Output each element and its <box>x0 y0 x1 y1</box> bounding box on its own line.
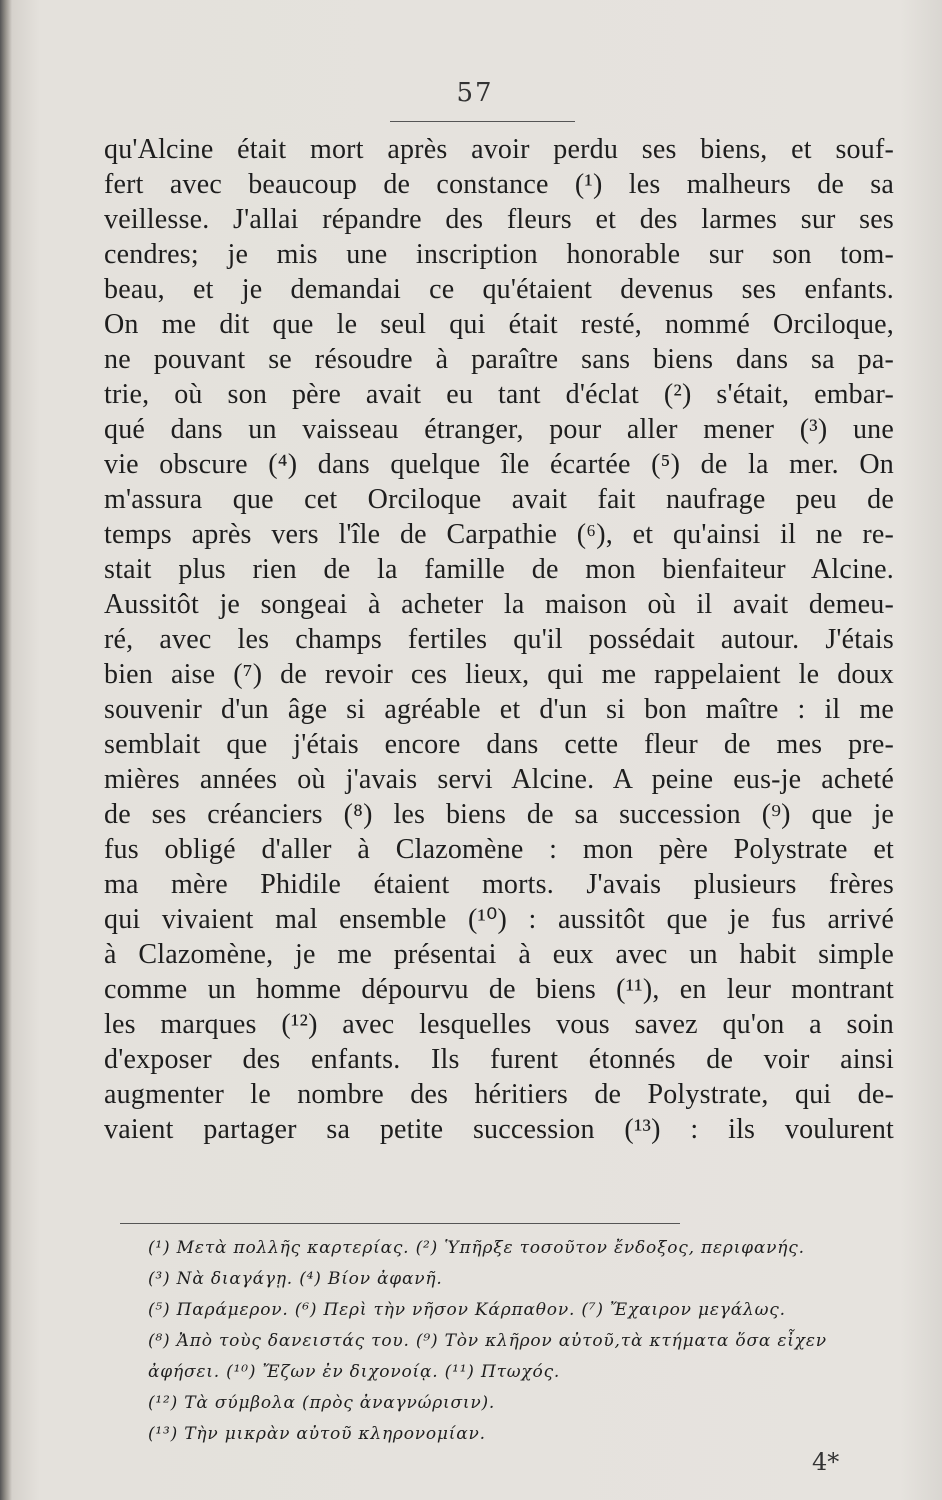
text-line: cendres; je mis une inscription honorable sur son tom- <box>104 239 894 270</box>
text-line: temps après vers l'île de Carpathie (⁶), et qu'ainsi il ne re- <box>104 519 894 550</box>
text-line: comme un homme dépourvu de biens (¹¹), en leur montrant <box>104 974 894 1005</box>
text-line: m'assura que cet Orciloque avait fait naufrage peu de <box>104 484 894 515</box>
text-line: trie, où son père avait eu tant d'éclat (²) s'était, embar- <box>104 379 894 410</box>
text-line: On me dit que le seul qui était resté, nommé Orciloque, <box>104 309 894 340</box>
footnote-line: (¹) Μετὰ πολλῆς καρτερίας. (²) Ὑπῆρξε τοσοῦτον ἔνδοξος, περιφανής. <box>148 1238 805 1258</box>
text-line: souvenir d'un âge si agréable et d'un si bon maître : il me <box>104 694 894 725</box>
text-line: bien aise (⁷) de revoir ces lieux, qui me rappelaient le doux <box>104 659 894 690</box>
text-line: stait plus rien de la famille de mon bienfaiteur Alcine. <box>104 554 894 585</box>
text-line: vaient partager sa petite succession (¹³) : ils voulurent <box>104 1114 894 1145</box>
text-line: ma mère Phidile étaient morts. J'avais plusieurs frères <box>104 869 894 900</box>
text-line: semblait que j'étais encore dans cette fleur de mes pre- <box>104 729 894 760</box>
text-line: veillesse. J'allai répandre des fleurs et des larmes sur ses <box>104 204 894 235</box>
text-line: vie obscure (⁴) dans quelque île écartée (⁵) de la mer. On <box>104 449 894 480</box>
footnote-rule <box>120 1223 680 1224</box>
header-rule <box>390 121 575 122</box>
footnote-line: (³) Νὰ διαγάγῃ. (⁴) Βίον ἀφανῆ. <box>148 1269 443 1289</box>
text-line: mières années où j'avais servi Alcine. A peine eus-je acheté <box>104 764 894 795</box>
text-line: qui vivaient mal ensemble (¹⁰) : aussitôt que je fus arrivé <box>104 904 894 935</box>
text-line: de ses créanciers (⁸) les biens de sa succession (⁹) que je <box>104 799 894 830</box>
footnote-line: (¹²) Τὰ σύμβολα (πρὸς ἀναγνώρισιν). <box>148 1393 496 1413</box>
text-line: fert avec beaucoup de constance (¹) les malheurs de sa <box>104 169 894 200</box>
page-binding-shadow <box>0 0 12 1500</box>
footnotes <box>148 1233 888 1450</box>
page-number: 57 <box>456 78 494 108</box>
text-line: qué dans un vaisseau étranger, pour aller mener (³) une <box>104 414 894 445</box>
text-line: beau, et je demandai ce qu'étaient devenus ses enfants. <box>104 274 894 305</box>
footnote-line: (⁸) Ἀπὸ τοὺς δανειστάς του. (⁹) Τὸν κλῆρον αὐτοῦ,τὰ κτήματα ὅσα εἶχεν <box>148 1331 827 1351</box>
text-line: Aussitôt je songeai à acheter la maison où il avait demeu- <box>104 589 894 620</box>
text-line: les marques (¹²) avec lesquelles vous savez qu'on a soin <box>104 1009 894 1040</box>
footnote-line: (¹³) Τὴν μικρὰν αὐτοῦ κληρονομίαν. <box>148 1424 486 1444</box>
text-line: ne pouvant se résoudre à paraître sans biens dans sa pa- <box>104 344 894 375</box>
text-line: augmenter le nombre des héritiers de Polystrate, qui de- <box>104 1079 894 1110</box>
body-text <box>104 132 894 1147</box>
text-line: ré, avec les champs fertiles qu'il possédait autour. J'étais <box>104 624 894 655</box>
signature-mark: 4* <box>812 1448 840 1476</box>
text-line: fus obligé d'aller à Clazomène : mon père Polystrate et <box>104 834 894 865</box>
text-line: à Clazomène, je me présentai à eux avec un habit simple <box>104 939 894 970</box>
text-line: d'exposer des enfants. Ils furent étonnés de voir ainsi <box>104 1044 894 1075</box>
footnote-line: ἀφήσει. (¹⁰) Ἔζων ἐν διχονοίᾳ. (¹¹) Πτωχός. <box>148 1362 561 1382</box>
text-line: qu'Alcine était mort après avoir perdu ses biens, et souf- <box>104 134 894 165</box>
footnote-line: (⁵) Παράμερον. (⁶) Περὶ τὴν νῆσον Κάρπαθον. (⁷) Ἔχαιρον μεγάλως. <box>148 1300 786 1320</box>
